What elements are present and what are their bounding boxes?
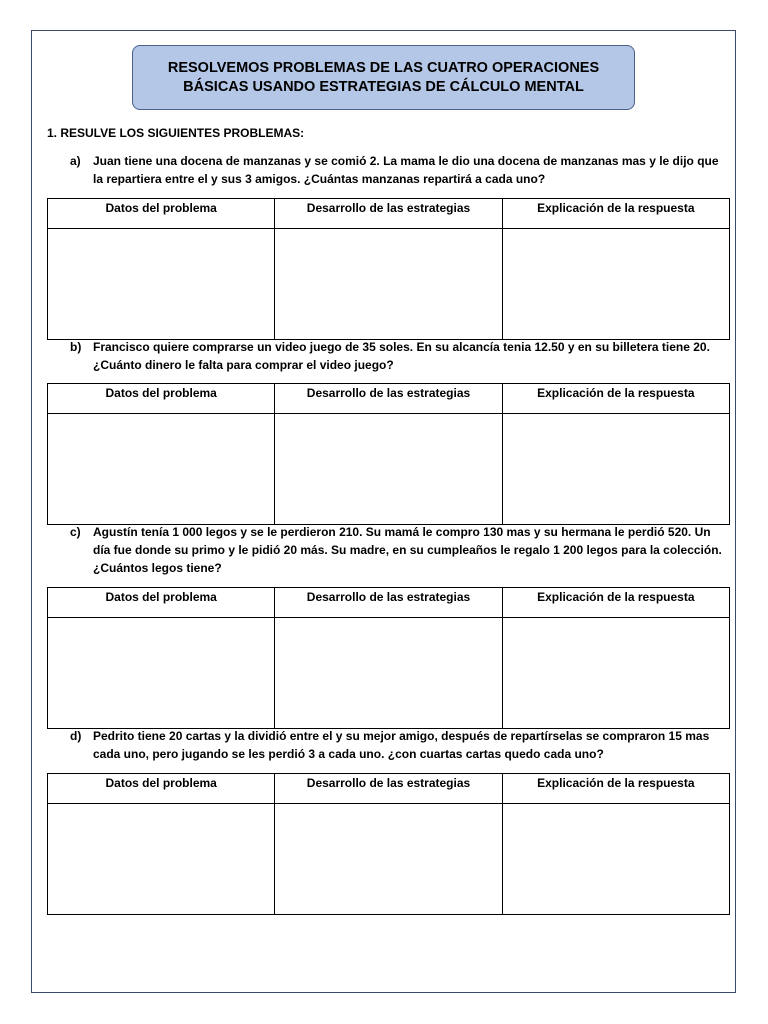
problem-text: Juan tiene una docena de manzanas y se comió 2. La mama le dio una docena de manzanas mas y le dijo que la repartiera entre el y sus 3 amigos. ¿Cuántas manzanas repartirá a cada uno? [93, 154, 719, 186]
cell-datos[interactable] [48, 414, 275, 525]
header-datos: Datos del problema [48, 199, 275, 229]
header-datos: Datos del problema [48, 588, 275, 618]
cell-datos[interactable] [48, 804, 275, 915]
header-desarrollo: Desarrollo de las estrategias [275, 199, 502, 229]
cell-desarrollo[interactable] [275, 618, 502, 729]
header-datos: Datos del problema [48, 774, 275, 804]
problem-a [70, 152, 730, 188]
header-desarrollo: Desarrollo de las estrategias [275, 774, 502, 804]
problem-text: Pedrito tiene 20 cartas y la dividió entre el y su mejor amigo, después de repartírselas se compraron 15 mas cada uno, pero jugando se les perdió 3 a cada uno. ¿con cuartas cartas quedo cada uno? [93, 729, 710, 761]
section-heading: 1. RESULVE LOS SIGUIENTES PROBLEMAS: [47, 126, 305, 140]
cell-desarrollo[interactable] [275, 229, 502, 340]
title-box [132, 45, 635, 110]
cell-explicacion[interactable] [502, 618, 729, 729]
cell-explicacion[interactable] [502, 804, 729, 915]
cell-datos[interactable] [48, 618, 275, 729]
problem-b [70, 338, 730, 374]
header-desarrollo: Desarrollo de las estrategias [275, 588, 502, 618]
problem-letter: a) [70, 154, 81, 168]
cell-desarrollo[interactable] [275, 804, 502, 915]
cell-datos[interactable] [48, 229, 275, 340]
header-explicacion: Explicación de la respuesta [502, 199, 729, 229]
cell-explicacion[interactable] [502, 414, 729, 525]
header-explicacion: Explicación de la respuesta [502, 774, 729, 804]
page-title-line-1: RESOLVEMOS PROBLEMAS DE LAS CUATRO OPERACIONES [167, 59, 600, 76]
cell-desarrollo[interactable] [275, 414, 502, 525]
header-desarrollo: Desarrollo de las estrategias [275, 384, 502, 414]
problem-text: Francisco quiere comprarse un video juego de 35 soles. En su alcancía tenia 12.50 y en su billetera tiene 20. ¿Cuánto dinero le falta para comprar el video juego? [93, 340, 710, 372]
problem-letter: d) [70, 729, 82, 743]
problem-letter: c) [70, 525, 81, 539]
problem-c [70, 523, 730, 577]
cell-explicacion[interactable] [502, 229, 729, 340]
problem-d [70, 727, 730, 763]
header-datos: Datos del problema [48, 384, 275, 414]
header-explicacion: Explicación de la respuesta [502, 384, 729, 414]
problem-text: Agustín tenía 1 000 legos y se le perdieron 210. Su mamá le compro 130 mas y su hermana le perdió 520. Un día fue donde su primo y le pidió 20 más. Su madre, en su cumpleaños le regalo 1 200 legos para la colección. ¿Cuántos legos tiene? [93, 525, 722, 575]
answer-table-a [47, 198, 730, 340]
problem-letter: b) [70, 340, 82, 354]
answer-table-d [47, 773, 730, 915]
page-title-line-2: BÁSICAS USANDO ESTRATEGIAS DE CÁLCULO MENTAL [183, 78, 584, 95]
answer-table-b [47, 383, 730, 525]
answer-table-c [47, 587, 730, 729]
header-explicacion: Explicación de la respuesta [502, 588, 729, 618]
